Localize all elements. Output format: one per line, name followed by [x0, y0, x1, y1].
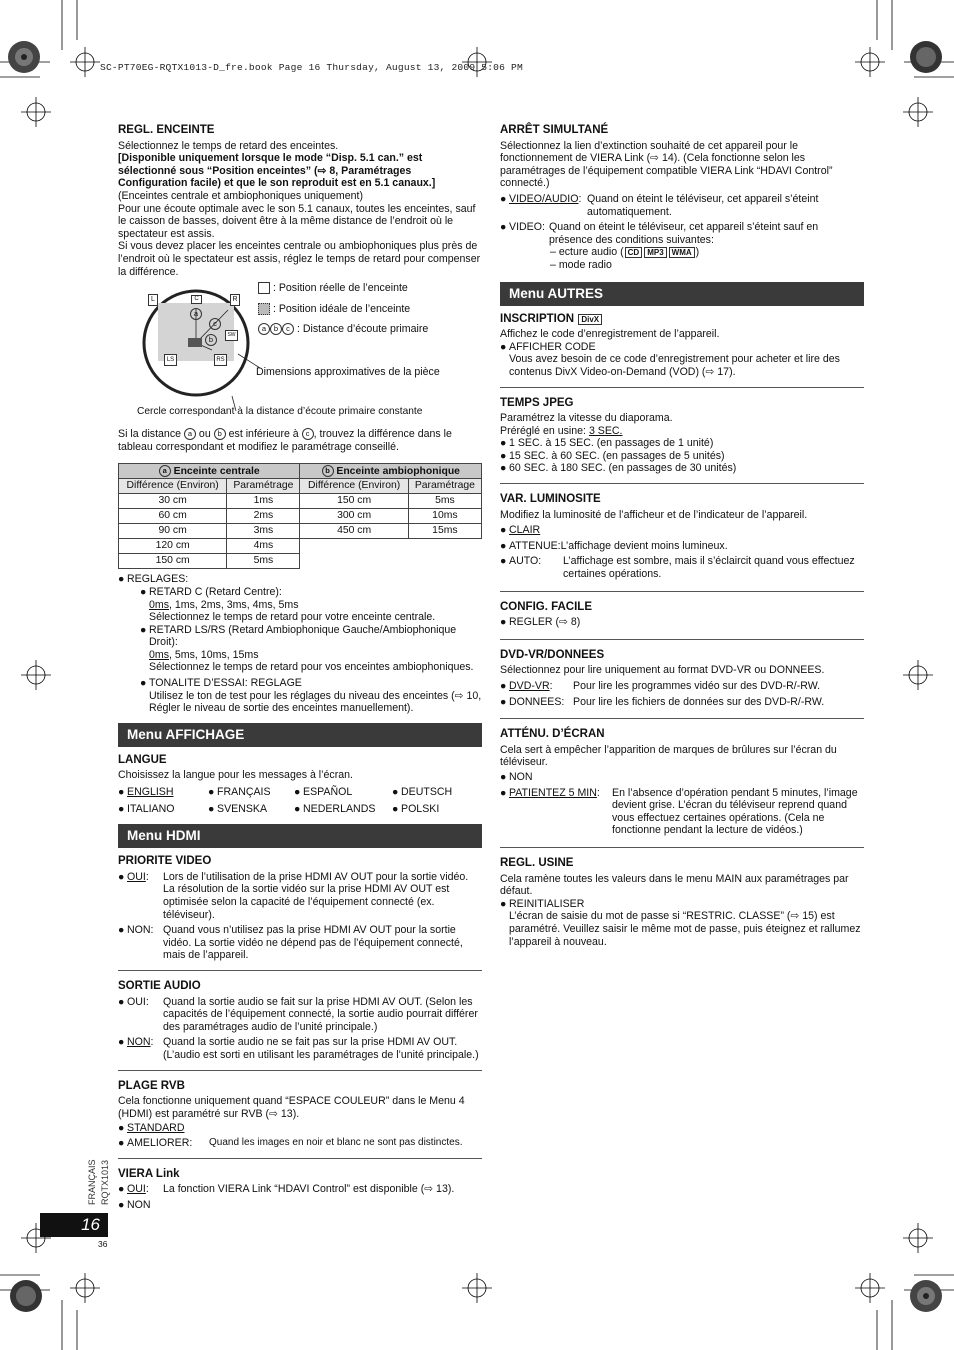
legend-primary-distance: a b c : Distance d’écoute primaire	[258, 323, 428, 336]
right-column: ARRÊT SIMULTANÉ Sélectionnez la lien d’extinction souhaité de cet appareil pour le fonctionnement de VIERA Link (⇨ 14). (Cela fonctionne selon les paramétrages de l’équipement compatible VIERA Link “HDAVI Control” connecté.) ● VIDEO/AUDIO: Quand on éteint le téléviseur, cet appareil s’éteint automatiquement. ● VIDEO: Quand on éteint le téléviseur, cet appareil s’éteint sauf en présence des conditions suivantes: – ecture audio ( CD MP3 WMA ) – mode radio Menu AUTRES INSCRIPTION DivX Affichez le code d’enregistrement de l’appareil. ● AFFICHER CODE Vous avez besoin de ce code d’enregistrement pour acheter et lire des contenus DivX Video-on-Demand (VOD) (⇨ 17). TEMPS JPEG Paramétrez la vitesse du diaporama. Préréglé en usine: 3 SEC. ● 1 SEC. à 15 SEC. (en passages de 1 unité) ● 15 SEC. à 60 SEC. (en passages de 5 unités) ● 60 SEC. à 180 SEC. (en passages de 30 unités) VAR. LUMINOSITE Modifiez la luminosité de l’afficheur et de l’indicateur de l’appareil. ● CLAIR ● ATTENUE:L’affichage devient moins lumineux. ● AUTO: L’affichage est sombre, mais il s’éclaircit quand vous effectuez certaines opérations. CONFIG. FACILE ● REGLER (⇨ 8) DVD-VR/DONNEES Sélectionnez pour lire uniquement au format DVD-VR ou DONNEES. ● DVD-VR: Pour lire les programmes vidéo sur des DVD-R/-RW. ● DONNEES: Pour lire les fichiers de données sur des DVD-R/-RW. ATTÉNU. D’ÉCRAN Cela sert à empêcher l’apparition de marques de brûlures sur l’écran du téléviseur. ● NON ● PATIENTEZ 5 MIN: En l’absence d’opération pendant 5 minutes, l’image devient grise. L’écran du téléviseur reprend quand vous effectuez certaines opérations. (Cela ne fonctionne pendant la lecture de vidéos.) REGL. USINE Cela ramène toutes les valeurs dans le menu MAIN aux paramétrages par défaut. ● REINITIALISER L’écran de saisie du mot de passe si “RESTRIC. CLASSE” (⇨ 15) est paramétré. Veuillez saisir le même mot de passe, puis éteignez et rallumez l’appareil à nouveau.	[500, 124, 864, 948]
section-title-inscription: INSCRIPTION DivX	[500, 313, 864, 326]
speaker-r: R	[230, 294, 240, 306]
speaker-sw: SW	[225, 330, 238, 341]
section-title-sortie-audio: SORTIE AUDIO	[118, 979, 201, 992]
speaker-c: C	[191, 295, 202, 304]
language-list: ● ENGLISH ● FRANÇAIS ● ESPAÑOL ● DEUTSCH ● ITALIANO ● SVENSKA ● NEDERLANDS ● POLSKI	[118, 786, 453, 815]
text: Affichez le code d’enregistrement de l’appareil.	[500, 328, 720, 341]
speaker-rs: RS	[214, 354, 227, 366]
left-column: REGL. ENCEINTE Sélectionnez le temps de retard des enceintes. [Disponible uniquement lorsque le mode “Disp. 5.1 can.” est sélectionné sous “Position enceintes” (⇨ 8, Paramétrages Configuration facile) et que le son reproduit est en 5.1 canaux.] (Enceintes centrale et ambiophoniques uniquement) Pour une écoute optimale avec le son 5.1 canaux, toutes les enceintes, sauf le caisson de basses, doivent être à la même distance de l’endroit où le spectateur est assis. Si vous devez placer les enceintes centrale ou ambiophoniques plus près de l’endroit où le spectateur est assis, réglez le temps de retard pour compenser la différence. L C R SW LS RS a c b : Position réelle de l’enceinte : Position idéale de l’enceinte a b c : Distance d’écoute primaire Dimensions approximatives de la pièce Cercle correspondant à la distance d’écoute primaire constante Si la distance a ou b est inférieure à c , trouvez la différence dans le tableau correspondant et modifiez le paramétrage conseillé. a Enceinte centrale b Enceinte ambiophonique Différence (Environ) Paramétrage Différence (Environ) Paramétrage 30 cm 1ms 150 cm 5ms 60 cm 2ms 300 cm 10ms 90 cm 3ms 450 cm 15ms 120 cm 4ms 150 cm 5ms ● REGLAGES: ● RETARD C (Retard Centre): 0ms, 1ms, 2ms, 3ms, 4ms, 5ms Sélectionnez le temps de retard pour votre enceinte centrale. ● RETARD LS/RS (Retard Ambiophonique Gauche/Ambiophonique Droit): 0ms, 5ms, 10ms, 15ms Sélectionnez le temps de retard pour vos enceintes ambiophoniques. ● TONALITE D’ESSAI: REGLAGE Utilisez le ton de test pour les réglages du niveau des enceintes (⇨ 10, Régler le niveau de sortie des enceintes manuellement). Menu AFFICHAGE LANGUE Choisissez la langue pour les messages à l’écran. ● ENGLISH ● FRANÇAIS ● ESPAÑOL ● DEUTSCH ● ITALIANO ● SVENSKA ● NEDERLANDS ● POLSKI Menu HDMI PRIORITE VIDEO ● OUI: Lors de l’utilisation de la prise HDMI AV OUT pour la sortie vidéo. La résolution de la sortie vidéo sur la prise HDMI AV OUT est optimisée selon la capacité de l’équipement connecté (ex. téléviseur). ● NON: Quand vous n’utilisez pas la prise HDMI AV OUT pour la sortie vidéo. La sortie vidéo ne dépend pas de l’équipement connecté, mais de l’appareil. SORTIE AUDIO ● OUI: Quand la sortie audio se fait sur la prise HDMI AV OUT. (Selon les capacités de l’équipement connecté, la sortie audio pourrait différer des paramétrages audio de l’unité principale.) ● NON: Quand la sortie audio ne se fait pas sur la prise HDMI AV OUT. (L’audio est sorti en utilisant les paramétrages de l’unité principale.) PLAGE RVB Cela fonctionne uniquement quand “ESPACE COULEUR” dans le Menu 4 (HDMI) est paramétré sur RVB (⇨ 13). ● STANDARD ● AMELIORER: Quand les images en noir et blanc ne sont pas distinctes. VIERA Link ● OUI: La fonction VIERA Link “HDAVI Control” est disponible (⇨ 13). ● NON	[118, 124, 482, 1211]
table-row: 90 cm 3ms 450 cm 15ms	[119, 524, 482, 539]
speaker-diagram	[118, 282, 482, 424]
speaker-l: L	[148, 294, 158, 306]
table-row: 150 cm 5ms	[119, 554, 482, 569]
section-title-langue: LANGUE	[118, 753, 167, 766]
menu-affichage-bar: Menu AFFICHAGE	[118, 723, 482, 747]
section-title-priorite-video: PRIORITE VIDEO	[118, 855, 212, 868]
room-diagram-svg	[138, 288, 258, 408]
distance-note: Si la distance a ou b est inférieure à c , trouvez la différence dans le tableau correspondant et modifiez le paramétrage conseillé.	[118, 428, 452, 453]
table-row: 60 cm 2ms 300 cm 10ms	[119, 509, 482, 524]
table-subheader: Paramétrage	[408, 479, 481, 494]
actual-speaker-icon	[258, 282, 270, 294]
side-language-label: FRANÇAIS	[87, 1159, 97, 1205]
section-title-regl-usine: REGL. USINE	[500, 856, 574, 869]
delay-table	[118, 463, 482, 569]
text: Sélectionnez la lien d’extinction souhaité de cet appareil pour le fonctionnement de VIERA Link (⇨ 14). (Cela fonctionne selon les paramétrages de l’équipement compatible VIERA Link “HDAVI Control” connecté.)	[500, 139, 833, 190]
text: Paramétrez la vitesse du diaporama.	[500, 412, 673, 425]
sub-page-number: 36	[98, 1239, 108, 1249]
table-header-surround: b Enceinte ambiophonique	[300, 464, 482, 479]
text: Sélectionnez pour lire uniquement au format DVD-VR ou DONNEES.	[500, 664, 825, 677]
legend-actual-position: : Position réelle de l’enceinte	[258, 282, 408, 295]
section-title-plage-rvb: PLAGE RVB	[118, 1079, 185, 1092]
text-bold-note: [Disponible uniquement lorsque le mode “Disp. 5.1 can.” est sélectionné sous “Position enceintes” (⇨ 8, Paramétrages Configuration facile) et que le son reproduit est en 5.1 canaux.]	[118, 152, 436, 190]
text: Choisissez la langue pour les messages à l’écran.	[118, 769, 353, 782]
text: Si vous devez placer les enceintes centrale ou ambiophoniques plus près de l’endroit où le spectateur est assis, réglez le temps de retard pour compenser la différence.	[118, 240, 481, 278]
table-subheader: Différence (Environ)	[300, 479, 408, 494]
circle-label: Cercle correspondant à la distance d’écoute primaire constante	[137, 406, 423, 418]
section-title-dvd-vr-donnees: DVD-VR/DONNEES	[500, 648, 605, 661]
side-code-label: RQTX1013	[100, 1159, 110, 1205]
text: Pour une écoute optimale avec le son 5.1 canaux, toutes les enceintes, sauf le caisson de basses, doivent être à la même distance de l’endroit où le spectateur est assis.	[118, 202, 476, 240]
page-number: 16	[81, 1215, 100, 1234]
ideal-speaker-icon	[258, 303, 270, 315]
table-header-center: a Enceinte centrale	[119, 464, 300, 479]
distance-c-marker: c	[209, 318, 221, 330]
menu-autres-bar: Menu AUTRES	[500, 282, 864, 306]
text: Sélectionnez le temps de retard des enceintes.	[118, 139, 339, 152]
table-subheader: Paramétrage	[227, 479, 300, 494]
section-title-attenu-ecran: ATTÉNU. D’ÉCRAN	[500, 728, 605, 741]
section-title-temps-jpeg: TEMPS JPEG	[500, 396, 574, 409]
text: Modifiez la luminosité de l’afficheur et de l’indicateur de l’appareil.	[500, 508, 808, 521]
distance-b-marker: b	[205, 334, 217, 346]
text: Cela ramène toutes les valeurs dans le menu MAIN aux paramétrages par défaut.	[500, 872, 849, 898]
print-header: SC-PT70EG-RQTX1013-D_fre.book Page 16 Thursday, August 13, 2009 5:06 PM	[100, 62, 523, 73]
room-label: Dimensions approximatives de la pièce	[256, 366, 440, 379]
text: (Enceintes centrale et ambiophoniques uniquement)	[118, 189, 363, 202]
section-title-var-luminosite: VAR. LUMINOSITE	[500, 493, 601, 506]
section-title-arret-simultane: ARRÊT SIMULTANÉ	[500, 124, 609, 136]
section-title-viera-link: VIERA Link	[118, 1167, 180, 1180]
table-row: 30 cm 1ms 150 cm 5ms	[119, 494, 482, 509]
menu-hdmi-bar: Menu HDMI	[118, 824, 482, 848]
text: Cela fonctionne uniquement quand “ESPACE COULEUR” dans le Menu 4 (HDMI) est paramétré sur RVB (⇨ 13).	[118, 1095, 465, 1120]
legend-ideal-position: : Position idéale de l’enceinte	[258, 303, 410, 316]
section-title-regl-enceinte: REGL. ENCEINTE	[118, 124, 215, 136]
text: Cela sert à empêcher l’apparition de marques de brûlures sur l’écran du téléviseur.	[500, 743, 837, 769]
reglages-list: ● REGLAGES: ● RETARD C (Retard Centre): 0ms, 1ms, 2ms, 3ms, 4ms, 5ms Sélectionnez le temps de retard pour votre enceinte centrale. ● RETARD LS/RS (Retard Ambiophonique Gauche/Ambiophonique Droit): 0ms, 5ms, 10ms, 15ms Sélectionnez le temps de retard pour vos enceintes ambiophoniques. ● TONALITE D’ESSAI: REGLAGE Utilisez le ton de test pour les réglages du niveau des enceintes (⇨ 10, Régler le niveau de sortie des enceintes manuellement).	[118, 573, 482, 715]
section-title-config-facile: CONFIG. FACILE	[500, 600, 592, 613]
speaker-ls: LS	[164, 354, 177, 366]
distance-a-marker: a	[190, 308, 202, 320]
page-number-box	[40, 1213, 108, 1237]
table-subheader: Différence (Environ)	[119, 479, 227, 494]
table-row: 120 cm 4ms	[119, 539, 482, 554]
